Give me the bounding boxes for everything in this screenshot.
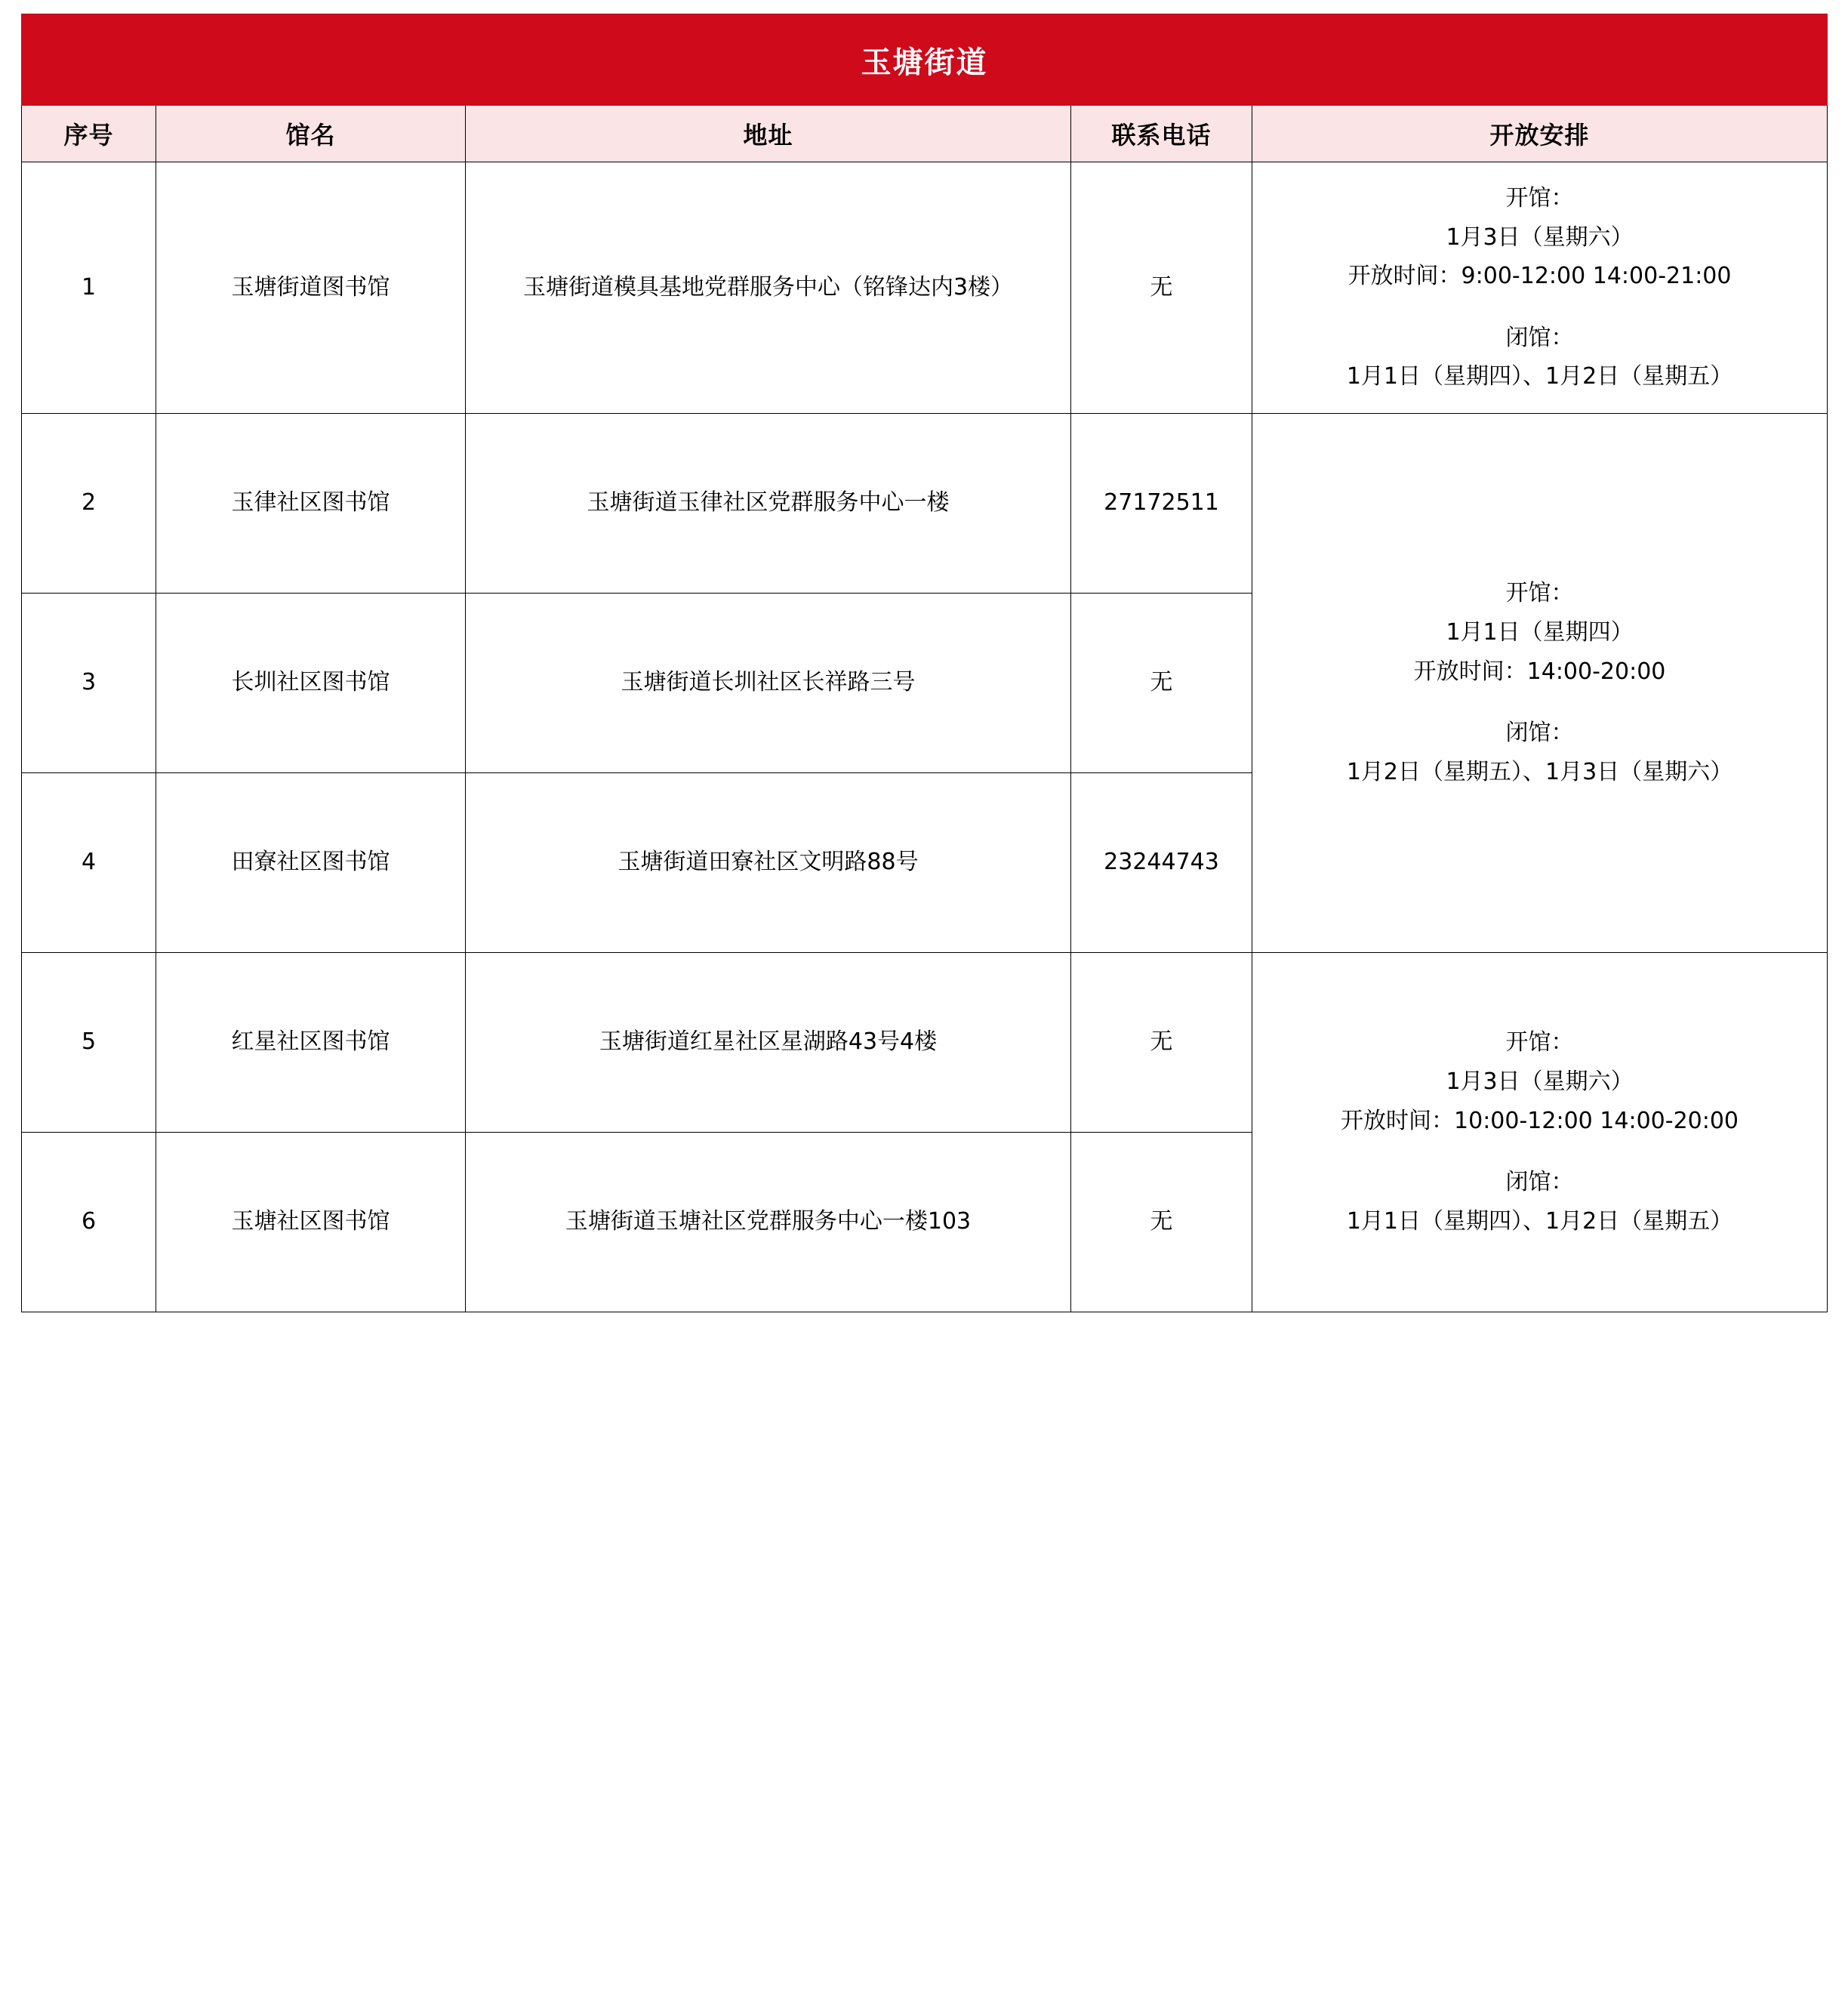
cell-phone: 无: [1071, 1132, 1252, 1312]
schedule-open-label: 开馆：: [1505, 1029, 1574, 1056]
cell-phone: 无: [1071, 593, 1252, 772]
schedule-spacer: [1266, 296, 1813, 319]
schedule-spacer: [1266, 1140, 1813, 1163]
schedule-closed-dates: 1月1日（星期四）、1月2日（星期五）: [1346, 363, 1733, 390]
library-schedule-table: [21, 14, 1828, 1312]
table-row: [22, 952, 1828, 1132]
cell-phone: 无: [1071, 162, 1252, 414]
cell-address: 玉塘街道玉律社区党群服务中心一楼: [466, 413, 1071, 593]
schedule-open-label: 开馆：: [1505, 185, 1574, 211]
schedule-open-hours: 开放时间：10:00-12:00 14:00-20:00: [1341, 1107, 1739, 1134]
schedule-closed-label: 闭馆：: [1505, 1169, 1574, 1196]
page-title: 玉塘街道: [22, 14, 1828, 106]
cell-library-name: 红星社区图书馆: [156, 952, 466, 1132]
cell-schedule: [1252, 952, 1828, 1312]
column-header-address: 地址: [466, 106, 1071, 162]
cell-index: 4: [22, 772, 156, 952]
cell-library-name: 田寮社区图书馆: [156, 772, 466, 952]
schedule-open-label: 开馆：: [1505, 580, 1574, 607]
cell-address: 玉塘街道模具基地党群服务中心（铭锋达内3楼）: [466, 162, 1071, 414]
table-row: [22, 413, 1828, 593]
cell-library-name: 玉塘街道图书馆: [156, 162, 466, 414]
cell-address: 玉塘街道红星社区星湖路43号4楼: [466, 952, 1071, 1132]
cell-phone: 无: [1071, 952, 1252, 1132]
table-title-row: [22, 14, 1828, 106]
column-header-index: 序号: [22, 106, 156, 162]
schedule-closed-dates: 1月2日（星期五）、1月3日（星期六）: [1346, 758, 1733, 785]
schedule-open-hours: 开放时间：9:00-12:00 14:00-21:00: [1348, 263, 1732, 290]
schedule-spacer: [1266, 691, 1813, 714]
cell-schedule: [1252, 162, 1828, 414]
schedule-closed-dates: 1月1日（星期四）、1月2日（星期五）: [1346, 1207, 1733, 1235]
cell-index: 2: [22, 413, 156, 593]
schedule-closed-label: 闭馆：: [1505, 324, 1574, 351]
table-row: [22, 162, 1828, 414]
schedule-closed-label: 闭馆：: [1505, 720, 1574, 747]
cell-phone: 27172511: [1071, 413, 1252, 593]
cell-library-name: 长圳社区图书馆: [156, 593, 466, 772]
schedule-open-hours: 开放时间：14:00-20:00: [1413, 658, 1666, 685]
schedule-open-date: 1月1日（星期四）: [1446, 619, 1634, 646]
cell-index: 5: [22, 952, 156, 1132]
cell-phone: 23244743: [1071, 772, 1252, 952]
cell-index: 3: [22, 593, 156, 772]
schedule-open-date: 1月3日（星期六）: [1446, 1068, 1634, 1096]
cell-schedule: [1252, 413, 1828, 952]
cell-address: 玉塘街道长圳社区长祥路三号: [466, 593, 1071, 772]
column-header-name: 馆名: [156, 106, 466, 162]
cell-address: 玉塘街道田寮社区文明路88号: [466, 772, 1071, 952]
column-header-schedule: 开放安排: [1252, 106, 1828, 162]
cell-library-name: 玉律社区图书馆: [156, 413, 466, 593]
cell-address: 玉塘街道玉塘社区党群服务中心一楼103: [466, 1132, 1071, 1312]
cell-index: 1: [22, 162, 156, 414]
cell-index: 6: [22, 1132, 156, 1312]
schedule-open-date: 1月3日（星期六）: [1446, 224, 1634, 251]
cell-library-name: 玉塘社区图书馆: [156, 1132, 466, 1312]
table-header-row: [22, 106, 1828, 162]
column-header-phone: 联系电话: [1071, 106, 1252, 162]
